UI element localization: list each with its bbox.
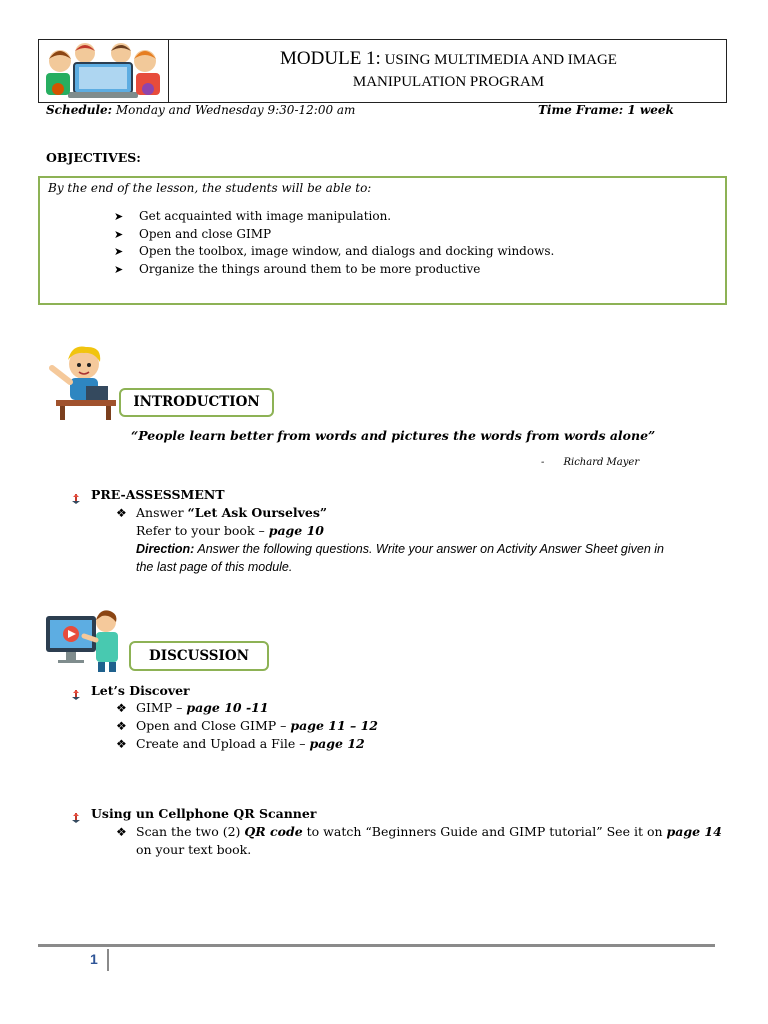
page-number-divider bbox=[107, 949, 109, 971]
arrow-bullet-icon: ➤ bbox=[114, 210, 124, 223]
pin-bullet-icon bbox=[70, 490, 82, 509]
objectives-heading: OBJECTIVES: bbox=[46, 150, 141, 165]
module-title-line1: USING MULTIMEDIA AND IMAGE bbox=[380, 52, 617, 68]
refer-line: Refer to your book – page 10 bbox=[136, 523, 324, 538]
quote-author: - Richard Mayer bbox=[541, 457, 640, 468]
schedule-row bbox=[46, 103, 726, 117]
list-item: ❖ Open and Close GIMP – page 11 – 12 bbox=[116, 718, 378, 733]
objectives-list bbox=[114, 208, 554, 278]
list-item: ➤ Get acquainted with image manipulation. bbox=[114, 208, 554, 226]
list-item: ➤ Organize the things around them to be more productive bbox=[114, 261, 554, 279]
qr-heading: Using un Cellphone QR Scanner bbox=[91, 806, 317, 821]
arrow-bullet-icon: ➤ bbox=[114, 245, 124, 259]
teacher-presentation-illustration bbox=[44, 606, 128, 676]
introduction-label: INTRODUCTION bbox=[119, 388, 274, 417]
schedule-value: Monday and Wednesday 9:30-12:00 am bbox=[112, 103, 356, 117]
qr-line: ❖ Scan the two (2) QR code to watch “Beginners Guide and GIMP tutorial” See it on page 14 bbox=[116, 824, 722, 839]
direction-line: Direction: Answer the following questions. Write your answer on Activity Answer Sheet given in bbox=[136, 542, 665, 556]
objectives-intro: By the end of the lesson, the students will be able to: bbox=[48, 181, 372, 195]
answer-line: ❖ Answer “Let Ask Ourselves” bbox=[116, 505, 328, 520]
diamond-bullet-icon: ❖ bbox=[116, 719, 127, 733]
pin-bullet-icon bbox=[70, 686, 82, 705]
qr-line2: on your text book. bbox=[136, 842, 252, 857]
module-title bbox=[170, 48, 727, 93]
arrow-bullet-icon: ➤ bbox=[114, 227, 124, 241]
direction-line2: the last page of this module. bbox=[136, 560, 293, 574]
pin-bullet-icon bbox=[70, 809, 82, 828]
list-item: ➤ Open the toolbox, image window, and dialogs and docking windows. bbox=[114, 243, 554, 261]
time-frame: Time Frame: 1 week bbox=[538, 103, 674, 117]
module-number: MODULE 1: bbox=[280, 48, 381, 69]
list-item: ❖ GIMP – page 10 -11 bbox=[116, 700, 269, 715]
schedule-label: Schedule: bbox=[46, 103, 113, 117]
list-item: ❖ Create and Upload a File – page 12 bbox=[116, 736, 365, 751]
header-logo bbox=[38, 39, 169, 103]
diamond-bullet-icon: ❖ bbox=[116, 825, 127, 839]
footer-divider bbox=[38, 944, 715, 947]
list-item: ➤ Open and close GIMP bbox=[114, 226, 554, 244]
arrow-bullet-icon: ➤ bbox=[114, 262, 124, 276]
diamond-bullet-icon: ❖ bbox=[116, 506, 127, 520]
diamond-bullet-icon: ❖ bbox=[116, 701, 127, 715]
discover-heading: Let’s Discover bbox=[91, 683, 190, 698]
pre-assessment-heading: PRE-ASSESSMENT bbox=[91, 487, 225, 502]
page-number: 1 bbox=[90, 951, 98, 967]
discussion-label: DISCUSSION bbox=[129, 641, 269, 671]
diamond-bullet-icon: ❖ bbox=[116, 737, 127, 751]
module-title-line2: MANIPULATION PROGRAM bbox=[352, 74, 545, 90]
boy-at-desk-illustration bbox=[46, 344, 120, 424]
introduction-quote: “People learn better from words and pictures the words from words alone” bbox=[131, 428, 656, 443]
